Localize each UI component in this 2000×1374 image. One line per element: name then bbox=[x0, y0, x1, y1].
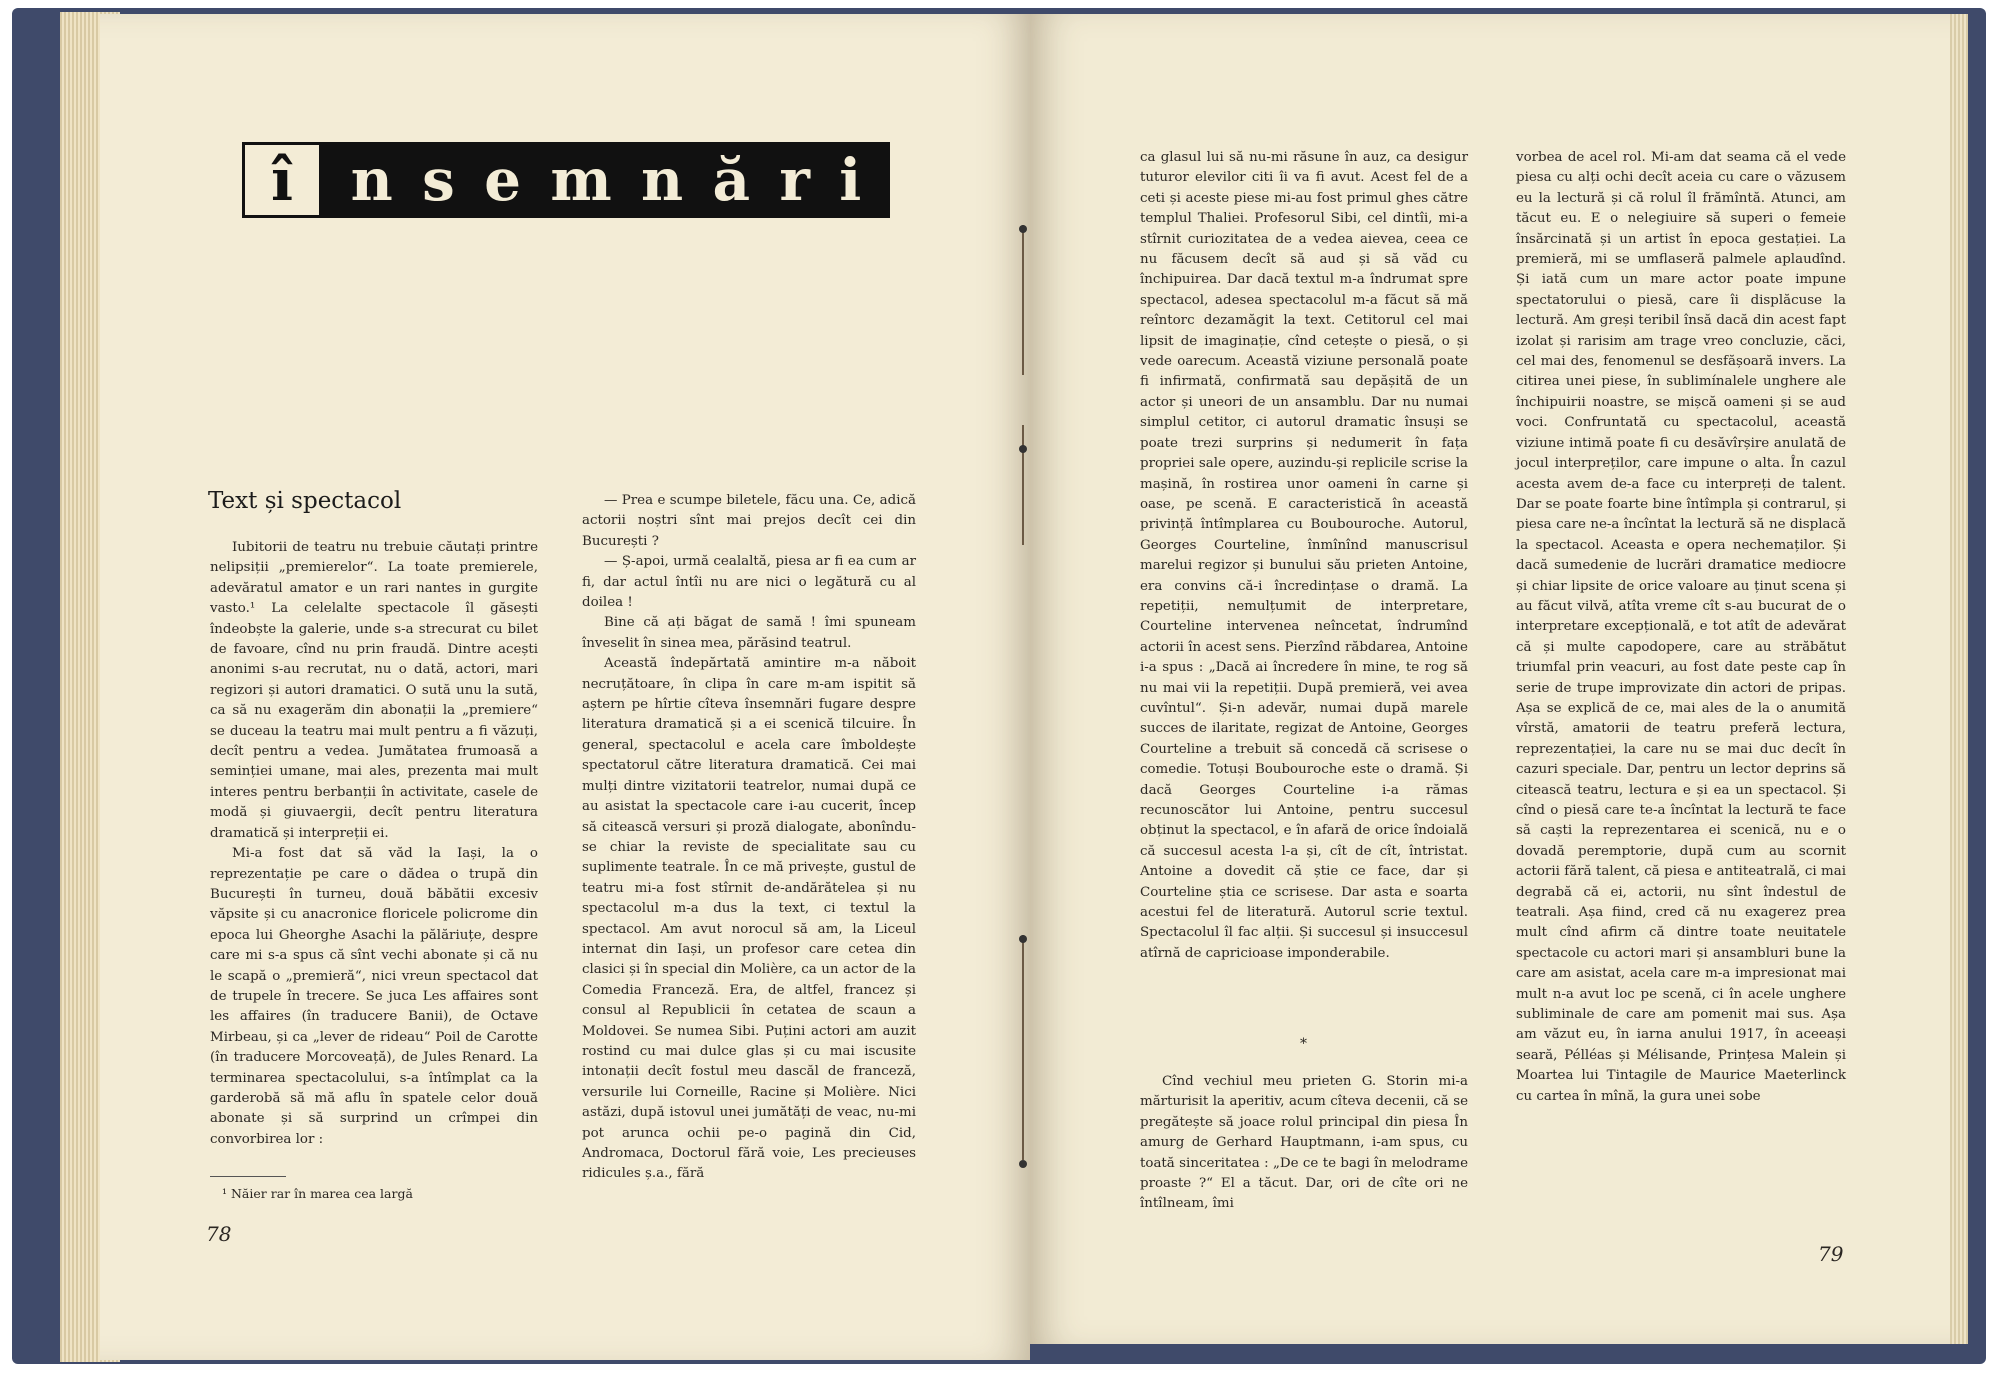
binding-stitch bbox=[1019, 935, 1027, 943]
heading-letter: n bbox=[641, 146, 684, 214]
text-column-3-continued bbox=[1140, 1072, 1468, 1215]
text-column-4 bbox=[1516, 148, 1846, 1107]
paragraph: Cînd vechiul meu prieten G. Storin mi-a mărturisit la aperitiv, acum cîteva decenii, că se pregătește să joace rolul principal din piesa În amurg de Gerhard Hauptmann, i-am spus, cu toată sinceritatea : „De ce te bagi în melodrame proaste ?“ El a tăcut. Dar, ori de cîte ori ne întîlneam, îmi bbox=[1140, 1074, 1468, 1212]
text-column-3 bbox=[1140, 148, 1468, 964]
paragraph: — Ș-apoi, urmă cealaltă, piesa ar fi ea cum ar fi, dar actul întîi nu are nici o legătură cu al doilea ! bbox=[582, 554, 916, 611]
heading-letter: e bbox=[484, 146, 522, 214]
binding-stitch bbox=[1019, 225, 1027, 233]
footnote: ¹ Năier rar în marea cea largă bbox=[222, 1186, 413, 1201]
paragraph: — Prea e scumpe biletele, făcu una. Ce, adică actorii noștri sînt mai prejos decît cei din București ? bbox=[582, 493, 916, 549]
binding-thread bbox=[1022, 425, 1024, 545]
binding-stitch bbox=[1019, 445, 1027, 453]
binding-stitch bbox=[1019, 1160, 1027, 1168]
heading-letter: ă bbox=[712, 146, 751, 214]
paragraph: vorbea de acel rol. Mi-am dat seama că el vede piesa cu alți ochi decît aceia cu care o văzusem eu la lectură și că rolul îl frămîntă. Atunci, am tăcut eu. E o nelegiuire să superi o femeie însărcinată și un artist în epoca gestației. La premieră, mi se umflaseră palmele aplaudînd. Și iată cum un mare actor poate impune spectatorului o piesă, care îi displăcuse la lectură. Am greși teribil însă dacă din acest fapt izolat și rarisim am trage vreo concluzie, căci, cel mai des, fenomenul se desfășoară invers. La citirea unei piese, în sublimínalele unghere ale închipuirii noastre, se mișcă oameni și se aud voci. Confruntată cu spectacolul, această viziune intimă poate fi cu desăvîrșire anulată de jocul interpreților, care impune o alta. În cazul acesta avem de-a face cu interpreți de talent. Dar se poate foarte bine întîmpla și contrarul, și piesa care ne-a încîntat la lectură să ne displacă la spectacol. Aceasta e opera nechemaților. Și dacă sumedenie de lucrări dramatice mediocre și chiar lipsite de orice valoare au ținut scena și au făcut vilvă, atîta vreme cît s-au bucurat de o interpretare excepțională, e tot atît de adevărat că și multe capodopere, care au străbătut triumfal prin veacuri, au fost date peste cap în serie de trupe improvizate din actori de pripas. Așa se explică de ce, mai ales de la o anumită vîrstă, amatorii de teatru preferă lectura, reprezentației, la care nu se mai duc decît în cazuri speciale. Dar, pentru un lector deprins să citească teatru, lectura e și ea un spectacol. Și cînd o piesă care te-a încîntat la lectură te face să caști la reprezentarea ei scenică, nu e o dovadă peremptorie, după cum au scornit actorii fără talent, că piesa e antiteatrală, ci mai degrabă că ei, actorii, nu sînt îndestul de teatrali. Așa fiind, cred că nu exagerez prea mult cînd afirm că dintre toate neuitatele spectacole cu actori mari și ansambluri bune la care am asistat, acela care m-a impresionat mai mult n-a avut loc pe scenă, ci în acele unghere subliminale de care am pomenit mai sus. Așa am văzut eu, în iarna anului 1917, în aceeași seară, Pélléas și Mélisande, Prințesa Malein și Moartea lui Tintagile de Maurice Maeterlinck cu cartea în mînă, la gura unei sobe bbox=[1516, 150, 1846, 1104]
heading-letter: r bbox=[779, 146, 810, 214]
page-number-left: 78 bbox=[206, 1222, 232, 1246]
binding-thread bbox=[1022, 225, 1024, 375]
chapter-heading bbox=[242, 142, 890, 218]
binding-thread bbox=[1022, 935, 1024, 1160]
paragraph: ca glasul lui să nu-mi răsune în auz, ca desigur tuturor elevilor citi îi va fi avut. Acest fel de a ceti și aceste piese mi-au fost primul ghes către templul Thaliei. Profesorul Sibi, cel dintîi, mi-a stîrnit curiozitatea de a vedea aievea, ceea ce nu făcusem decît să aud și să văd cu închipuirea. Dar dacă textul m-a îndrumat spre spectacol, adesea spectacolul m-a făcut să mă reîntorc dezamăgit la text. Cetitorul cel mai lipsit de imaginație, cînd cetește o piesă, o și vede oarecum. Această viziune personală poate fi infirmată, confirmată sau depășită de un actor și uneori de un ansamblu. Dar nu numai simplul cetitor, ci autorul dramatic însuși se poate trezi surprins și nedumerit în fața propriei sale opere, auzindu-și replicile scrise la mașină, în rostirea unor oameni în carne și oase, pe scenă. E caracteristică în această privință întîmplarea cu Boubouroche. Autorul, Georges Courteline, înmînînd manuscrisul marelui regizor și bunului său prieten Antoine, era convins că-i încredințase o dramă. La repetiții, nemulțumit de interpretare, Courteline intervenea neîncetat, îndrumînd actorii în acest sens. Pierzînd răbdarea, Antoine i-a spus : „Dacă ai încredere în mine, te rog să nu mai vii la repetiții. După premieră, vei avea cuvîntul“. Și-n adevăr, numai după marele succes de ilaritate, regizat de Antoine, Georges Courteline a trebuit să concedă că scrisese o comedie. Totuși Boubouroche este o dramă. Și dacă Georges Courteline i-a rămas recunoscător lui Antoine, pentru succesul obținut la spectacol, e în afară de orice îndoială că succesul acesta l-a și, cît de cît, întristat. Antoine a dovedit că știe ce face, dar și Courteline știa ce scrisese. Dar asta e soarta acestui fel de literatură. Autorul scrie textul. Spectacolul îl fac alții. Și succesul și insuccesul atîrnă de capricioase imponderabile. bbox=[1140, 150, 1468, 961]
heading-letter: s bbox=[422, 146, 455, 214]
heading-rest bbox=[322, 142, 890, 218]
paragraph: Iubitorii de teatru nu trebuie căutați printre nelipsiții „premierelor“. La toate premierele, adevăratul amator e un rari nantes in gurgite vasto.¹ La celelalte spectacole îl găsești îndeobște la galerie, unde s-a strecurat cu bilet de favoare, cînd nu prin fraudă. Dintre acești anonimi s-au recrutat, nu o dată, actori, mari regizori și autori dramatici. O sută unu la sută, ca să nu exagerăm din abonații la „premiere“ se duceau la teatru mai mult pentru a fi văzuți, decît pentru a vedea. Jumătatea frumoasă a seminției umane, mai ales, prezenta mai mult interes pentru berbanții în activitate, casele de modă și giuvaergii, decît pentru literatura dramatică și interpreții ei. bbox=[210, 540, 538, 841]
paragraph: Bine că ați băgat de samă ! îmi spuneam înveselit în sinea mea, părăsind teatrul. bbox=[582, 615, 916, 651]
footnote-rule bbox=[210, 1176, 286, 1177]
text-column-1 bbox=[210, 538, 538, 1150]
heading-letter: n bbox=[350, 146, 393, 214]
page-number-right: 79 bbox=[1818, 1242, 1844, 1266]
heading-first-letter: î bbox=[242, 142, 322, 218]
paragraph: Această îndepărtată amintire m-a năboit necruțătoare, în clipa în care m-am ispitit să aștern pe hîrtie cîteva însemnări fugare despre literatura dramatică și a ei scenică tilcuire. În general, spectacolul e acela care îmboldește spectatorul către literatura dramatică. Cei mai mulți dintre vizitatorii teatrelor, numai după ce au asistat la spectacole care i-au cucerit, încep să citească versuri și proză dialogate, abonîndu-se chiar la reviste de specialitate sau cu suplimente teatrale. În ce mă privește, gustul de teatru mi-a fost stîrnit de-andărătelea și nu spectacolul m-a dus la text, ci textul la spectacol. Am avut norocul să am, la Liceul internat din Iași, un profesor care cetea din clasici și în special din Molière, ca un actor de la Comedia Franceză. Era, de altfel, francez și consul al Republicii în cetatea de scaun a Moldovei. Se numea Sibi. Puțini actori am auzit rostind cu mai dulce glas și cu mai iscusite intonații decît fostul meu dascăl de franceză, versurile lui Corneille, Racine și Molière. Nici astăzi, după istovul unei jumătăți de veac, nu-mi pot arunca ochii pe-o pagină din Cid, Andromaca, Doctorul fără voie, Les precieuses ridicules ș.a., fără bbox=[582, 656, 916, 1182]
section-title: Text și spectacol bbox=[208, 488, 402, 514]
heading-letter: i bbox=[839, 146, 862, 214]
section-break-asterisk: * bbox=[1300, 1036, 1307, 1052]
text-column-2 bbox=[582, 491, 916, 1185]
page-edges-right bbox=[1950, 14, 1968, 1344]
paragraph: Mi-a fost dat să văd la Iași, la o reprezentație pe care o dădea o trupă din București în turneu, două băbătii excesiv văpsite și cu anacronice floricele policrome din epoca lui Gheorghe Asachi la pălăriuțe, despre care mi s-a spus că sînt vechi abonate și că nu le scapă o „premieră“, nici vreun spectacol dat de trupele în trecere. Se juca Les affaires sont les affaires (în traducere Banii), de Octave Mirbeau, și ca „lever de rideau“ Poil de Carotte (în traducere Morcoveață), de Jules Renard. La terminarea spectacolului, s-a întîmplat ca la garderobă să mă aflu în spatele celor două abonate și să surprind un crîmpei din convorbirea lor : bbox=[210, 846, 538, 1147]
heading-letter: m bbox=[550, 146, 612, 214]
